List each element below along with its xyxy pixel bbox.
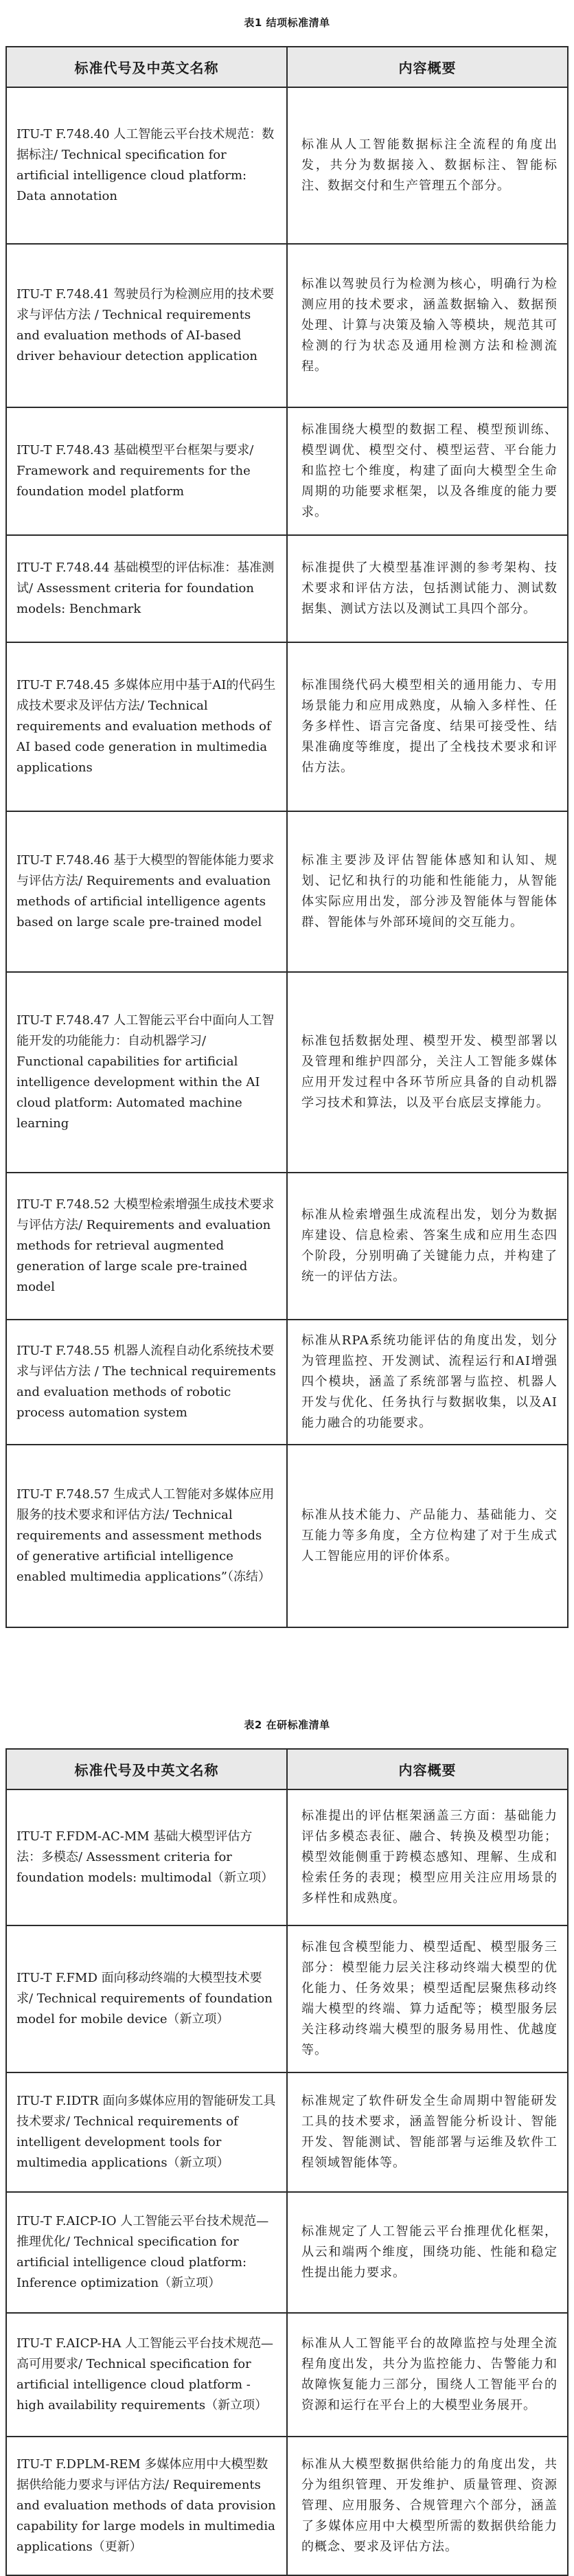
standard-name: ITU-T F.IDTR 面向多媒体应用的智能研发工具技术要求/ Technical requirements of intelligent development tools for multimedia applications（新立项） <box>6 2072 287 2192</box>
standard-name: ITU-T F.748.43 基础模型平台框架与要求/ Framework and requirements for the foundation model platform <box>6 407 287 535</box>
standard-summary: 标准从RPA系统功能评估的角度出发，划分为管理监控、开发测试、流程运行和AI增强四个模块，涵盖了系统部署与监控、机器人开发与优化、任务执行与数据收集，以及AI能力融合的功能要求。 <box>287 1320 568 1445</box>
standard-name: ITU-T F.DPLM-REM 多媒体应用中大模型数据供给能力要求与评估方法/ Requirements and evaluation methods of data provision capability for large models in multimedia applications（更新） <box>6 2437 287 2575</box>
table1-header-name: 标准代号及中英文名称 <box>6 47 287 87</box>
table1-header-row <box>6 47 568 87</box>
standard-summary: 标准围绕大模型的数据工程、模型预训练、模型调优、模型交付、模型运营、平台能力和监控七个维度，构建了面向大模型全生命周期的功能要求框架，以及各维度的能力要求。 <box>287 407 568 535</box>
standard-summary: 标准从检索增强生成流程出发，划分为数据库建设、信息检索、答案生成和应用生态四个阶段，分别明确了关键能力点，并构建了统一的评估方法。 <box>287 1173 568 1320</box>
standard-summary: 标准提出的评估框架涵盖三方面：基础能力评估多模态表征、融合、转换及模型功能；模型效能侧重于跨模态感知、理解、生成和检索任务的表现；模型应用关注应用场景的多样性和成熟度。 <box>287 1789 568 1925</box>
standard-summary: 标准包含模型能力、模型适配、模型服务三部分：模型能力层关注移动终端大模型的优化能力、任务效果；模型适配层聚焦移动终端大模型的终端、算力适配等；模型服务层关注移动终端大模型的服务易用性、优越度等。 <box>287 1925 568 2072</box>
table-row <box>6 2192 568 2313</box>
standard-name: ITU-T F.748.44 基础模型的评估标准：基准测试/ Assessment criteria for foundation models: Benchmark <box>6 535 287 642</box>
standard-summary: 标准以驾驶员行为检测为核心，明确行为检测应用的技术要求，涵盖数据输入、数据预处理、计算与决策及输入等模块，规范其可检测的行为状态及通用检测方法和检测流程。 <box>287 244 568 407</box>
table-row <box>6 811 568 972</box>
table-row <box>6 535 568 642</box>
standard-name: ITU-T F.AICP-IO 人工智能云平台技术规范—推理优化/ Technical specification for artificial intelligence cloud platform: Inference optimization（新立项） <box>6 2192 287 2313</box>
table-row <box>6 2072 568 2192</box>
table-row <box>6 1173 568 1320</box>
standard-summary: 标准从大模型数据供给能力的角度出发，共分为组织管理、开发维护、质量管理、资源管理、应用服务、合规管理六个部分，涵盖了多媒体应用中大模型所需的数据供给能力的概念、要求及评估方法。 <box>287 2437 568 2575</box>
table-row <box>6 642 568 811</box>
standard-name: ITU-T F.FMD 面向移动终端的大模型技术要求/ Technical requirements of foundation model for mobile device（新立项） <box>6 1925 287 2072</box>
table2-header-row <box>6 1749 568 1789</box>
table-row <box>6 1789 568 1925</box>
standard-summary: 标准提供了大模型基准评测的参考架构、技术要求和评估方法，包括测试能力、测试数据集、测试方法以及测试工具四个部分。 <box>287 535 568 642</box>
standard-name: ITU-T F.748.57 生成式人工智能对多媒体应用服务的技术要求和评估方法/ Technical requirements and assessment methods of generative artificial intelligence enabled multimedia applications”（冻结） <box>6 1445 287 1627</box>
standard-name: ITU-T F.AICP-HA 人工智能云平台技术规范—高可用要求/ Technical specification for artificial intelligence cloud platform - high availability requirements（新立项） <box>6 2313 287 2437</box>
standard-name: ITU-T F.FDM-AC-MM 基础大模型评估方法：多模态/ Assessment criteria for foundation models: multimodal（新立项） <box>6 1789 287 1925</box>
table-row <box>6 2313 568 2437</box>
standard-summary: 标准规定了软件研发全生命周期中智能研发工具的技术要求，涵盖智能分析设计、智能开发、智能测试、智能部署与运维及软件工程领域智能体等。 <box>287 2072 568 2192</box>
table2-caption: 表2 在研标准清单 <box>244 1719 330 1731</box>
table1-caption: 表1 结项标准清单 <box>244 16 330 29</box>
table-row <box>6 2437 568 2575</box>
standard-name: ITU-T F.748.52 大模型检索增强生成技术要求与评估方法/ Requirements and evaluation methods for retrieval augmented generation of large scale pre-trained model <box>6 1173 287 1320</box>
standard-name: ITU-T F.748.40 人工智能云平台技术规范：数据标注/ Technical specification for artificial intelligence cloud platform: Data annotation <box>6 87 287 244</box>
table-row <box>6 1925 568 2072</box>
table-row <box>6 972 568 1173</box>
table-row <box>6 244 568 407</box>
section-gap <box>0 1628 574 1717</box>
table-row <box>6 407 568 535</box>
table-row <box>6 87 568 244</box>
standard-summary: 标准从技术能力、产品能力、基础能力、交互能力等多角度，全方位构建了对于生成式人工智能应用的评价体系。 <box>287 1445 568 1627</box>
table-row <box>6 1445 568 1627</box>
standard-name: ITU-T F.748.47 人工智能云平台中面向人工智能开发的功能能力：自动机器学习/ Functional capabilities for artificial intelligence development within the AI cloud platform: Automated machine learning <box>6 972 287 1173</box>
standard-summary: 标准从人工智能平台的故障监控与处理全流程角度出发，共分为监控能力、告警能力和故障恢复能力三部分，围绕人工智能平台的资源和运行在平台上的大模型业务展开。 <box>287 2313 568 2437</box>
table-row <box>6 1320 568 1445</box>
table2 <box>5 1748 569 2576</box>
table1-header-summary: 内容概要 <box>287 47 568 87</box>
standard-summary: 标准包括数据处理、模型开发、模型部署以及管理和维护四部分，关注人工智能多媒体应用开发过程中各环节所应具备的自动机器学习技术和算法，以及平台底层支撑能力。 <box>287 972 568 1173</box>
standard-summary: 标准主要涉及评估智能体感知和认知、规划、记忆和执行的功能和性能能力，从智能体实际应用出发，部分涉及智能体与智能体群、智能体与外部环境间的交互能力。 <box>287 811 568 972</box>
table2-header-name: 标准代号及中英文名称 <box>6 1749 287 1789</box>
standard-summary: 标准围绕代码大模型相关的通用能力、专用场景能力和应用成熟度，从输入多样性、任务多样性、语言完备度、结果可接受性、结果准确度等维度，提出了全栈技术要求和评估方法。 <box>287 642 568 811</box>
standard-name: ITU-T F.748.45 多媒体应用中基于AI的代码生成技术要求及评估方法/ Technical requirements and evaluation methods of AI based code generation in multimedia applications <box>6 642 287 811</box>
table1 <box>5 46 569 1628</box>
standard-name: ITU-T F.748.41 驾驶员行为检测应用的技术要求与评估方法 / Technical requirements and evaluation methods of AI-based driver behaviour detection application <box>6 244 287 407</box>
standard-summary: 标准从人工智能数据标注全流程的角度出发，共分为数据接入、数据标注、智能标注、数据交付和生产管理五个部分。 <box>287 87 568 244</box>
standard-summary: 标准规定了人工智能云平台推理优化框架，从云和端两个维度，围绕功能、性能和稳定性提出能力要求。 <box>287 2192 568 2313</box>
standard-name: ITU-T F.748.46 基于大模型的智能体能力要求与评估方法/ Requirements and evaluation methods of artificial intelligence agents based on large scale pre-trained model <box>6 811 287 972</box>
table2-header-summary: 内容概要 <box>287 1749 568 1789</box>
standard-name: ITU-T F.748.55 机器人流程自动化系统技术要求与评估方法 / The technical requirements and evaluation methods of robotic process automation system <box>6 1320 287 1445</box>
